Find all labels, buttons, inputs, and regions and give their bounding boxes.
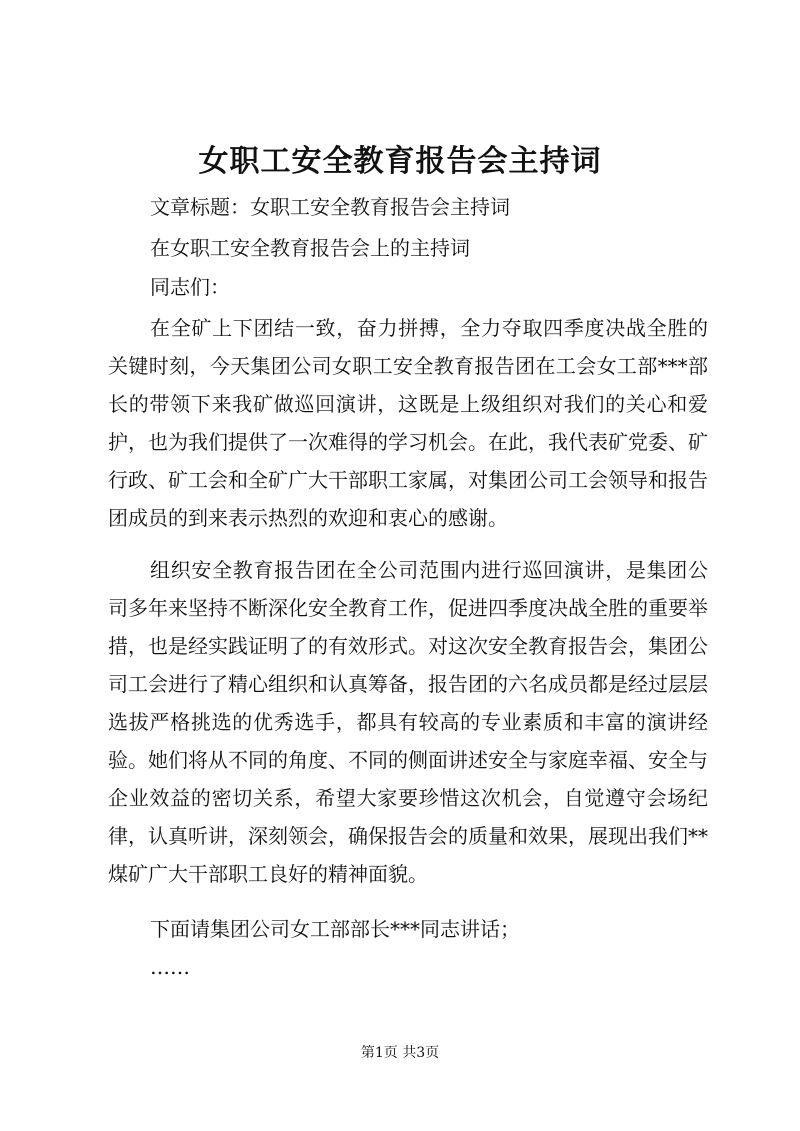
document-title: 女职工安全教育报告会主持词 [198, 144, 602, 179]
greeting: 同志们： [150, 275, 230, 299]
page-indicator: 第1页 共3页 [360, 1045, 440, 1061]
paragraph-2: 组织安全教育报告团在全公司范围内进行巡回演讲，是集团公司多年来坚持不断深化安全教育工作，促进四季度决战全胜的重要举措，也是经实践证明了的有效形式。对这次安全教育报告会，集团公司工会进行了精心组织和认真筹备，报告团的六名成员都是经过层层选拔严格挑选的优秀选手，都具有较高的专业素质和丰富的演讲经验。她们将从不同的角度、不同的侧面讲述安全与家庭幸福、安全与企业效益的密切关系，希望大家要珍惜这次机会，自觉遵守会场纪律，认真听讲，深刻领会，确保报告会的质量和效果，展现出我们**煤矿广大干部职工良好的精神面貌。 [108, 558, 708, 886]
paragraph-1: 在全矿上下团结一致，奋力拼搏，全力夺取四季度决战全胜的关键时刻，今天集团公司女职工安全教育报告团在工会女工部***部长的带领下来我矿做巡回演讲，这既是上级组织对我们的关心和爱护，也为我们提供了一次难得的学习机会。在此，我代表矿党委、矿行政、矿工会和全矿广大干部职工家属，对集团公司工会领导和报告团成员的到来表示热烈的欢迎和衷心的感谢。 [108, 316, 708, 530]
ellipsis: …… [150, 955, 190, 979]
article-title-line: 文章标题：女职工安全教育报告会主持词 [150, 195, 510, 219]
subtitle-line: 在女职工安全教育报告会上的主持词 [150, 236, 470, 260]
invite-line: 下面请集团公司女工部部长***同志讲话； [150, 917, 520, 941]
